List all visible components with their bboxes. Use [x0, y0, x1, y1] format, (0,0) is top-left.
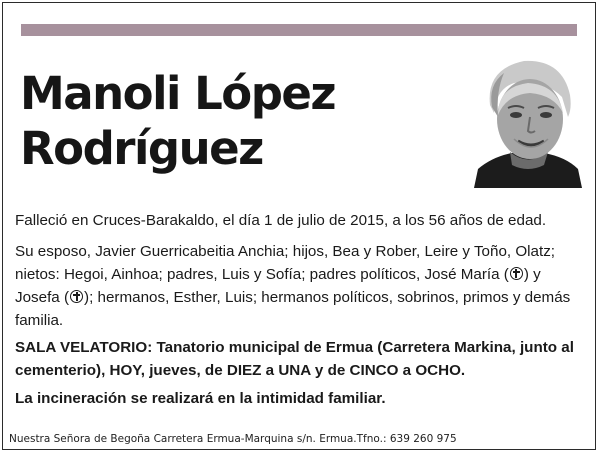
funeral-home-footer: Nuestra Señora de Begoña Carretera Ermua-Marquina s/n. Ermua.Tfno.: 639 260 975 [9, 433, 457, 445]
wake-notice: SALA VELATORIO: Tanatorio municipal de Ermua (Carretera Markina, junto al cementerio), HOY, jueves, de DIEZ a UNA y de CINCO a OCHO. [15, 339, 574, 379]
family-text-part-1: Su esposo, Javier Guerricabeitia Anchia; hijos, Bea y Rober, Leire y Toño, Olatz; nietos: Hegoi, Ainhoa; padres, Luis y Sofía; padres políticos, José María ( [15, 243, 556, 283]
family-list [15, 240, 585, 332]
family-text-part-3: ); hermanos, Esther, Luis; hermanos políticos, sobrinos, primos y demás familia. [15, 289, 571, 329]
cremation-notice: La incineración se realizará en la intimidad familiar. [15, 390, 386, 407]
cross-icon [510, 267, 523, 280]
portrait-photo [474, 57, 582, 188]
name-line-2: Rodríguez [20, 122, 263, 175]
name-line-1: Manoli López [20, 67, 336, 120]
accent-bar [21, 24, 577, 36]
family-text-part-2: ) y Josefa ( [15, 266, 541, 306]
deceased-name [20, 66, 450, 176]
cross-icon [70, 290, 83, 303]
death-notice: Falleció en Cruces-Barakaldo, el día 1 de julio de 2015, a los 56 años de edad. [15, 212, 547, 229]
